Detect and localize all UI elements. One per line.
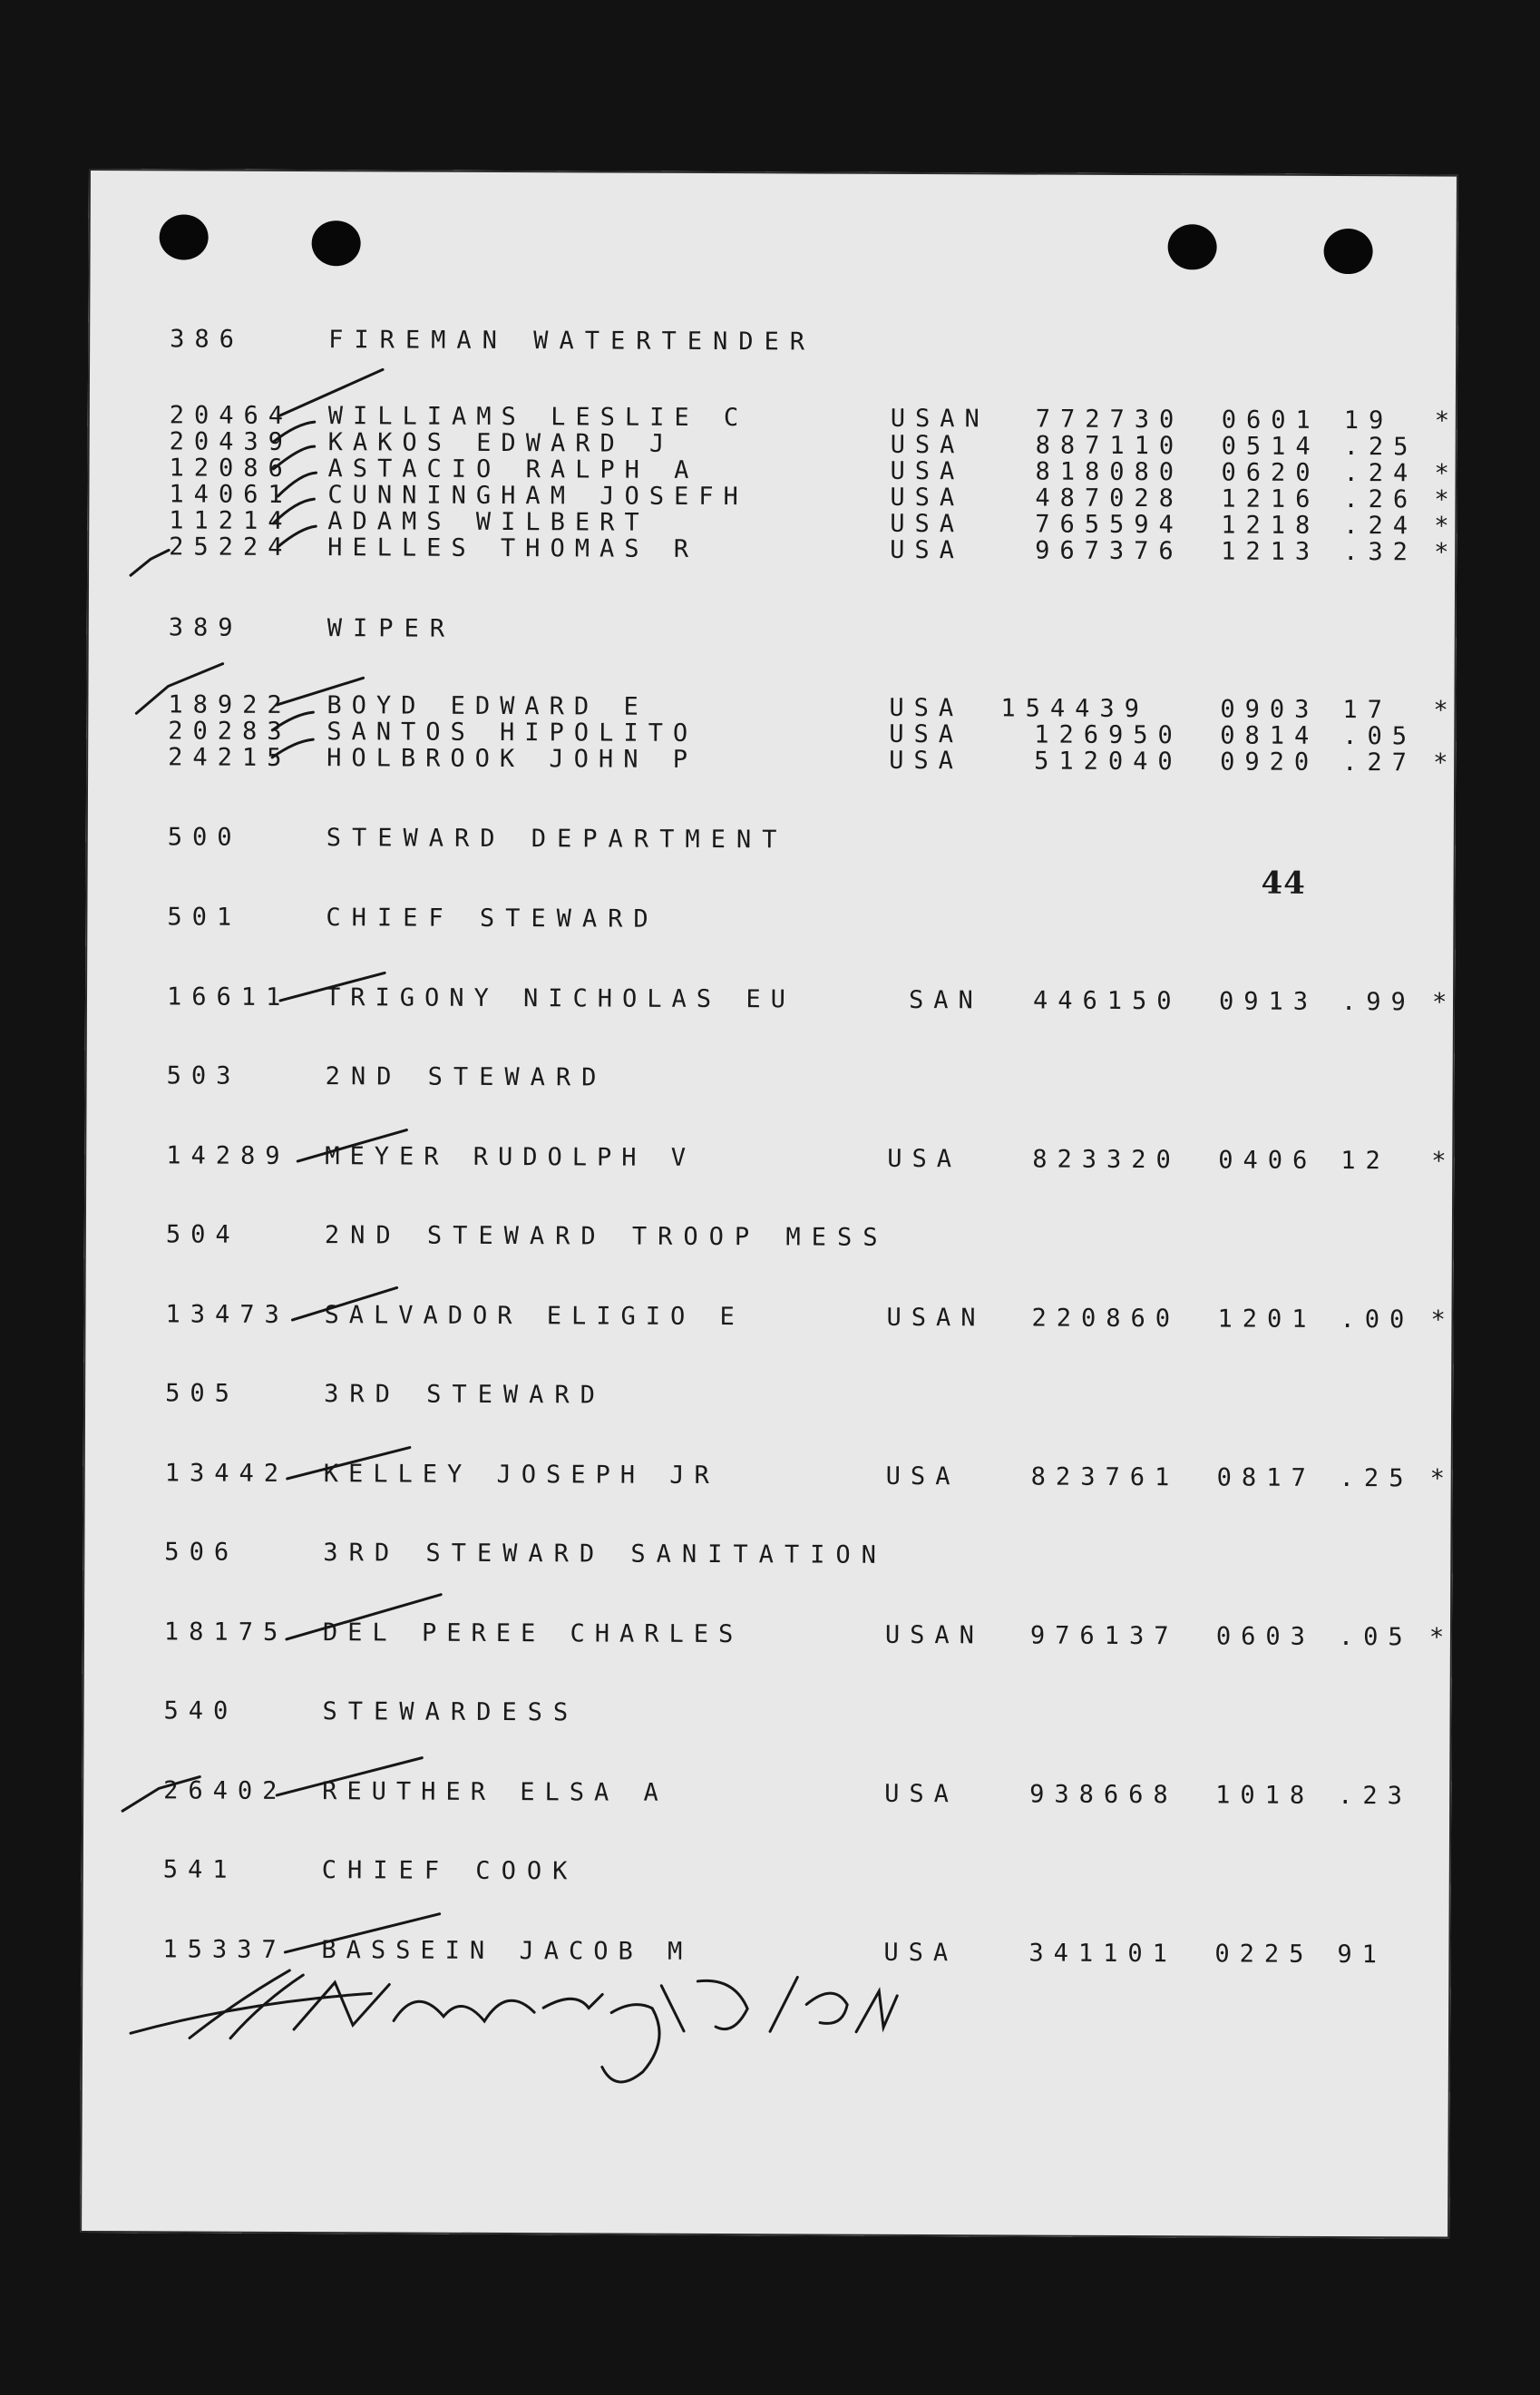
- crew-date: 0920: [1220, 748, 1320, 777]
- crew-id: 14061: [169, 480, 293, 509]
- crew-name: ASTACIO RALPH A: [327, 455, 699, 484]
- section-title: CHIEF STEWARD: [326, 904, 659, 934]
- crew-date: 0814: [1220, 721, 1320, 750]
- section-title: STEWARDESS: [322, 1697, 580, 1727]
- asterisk-mark: *: [1434, 485, 1449, 514]
- crew-number: 823320: [1032, 1145, 1181, 1175]
- section-heading-386: [170, 325, 816, 357]
- crew-number: 887110: [1035, 431, 1184, 461]
- crew-date: 1218: [1221, 511, 1321, 540]
- crew-nationality: USA: [889, 719, 964, 749]
- section-heading-541: [162, 1855, 579, 1886]
- crew-number: 220860: [1031, 1304, 1181, 1334]
- crew-nationality: USA: [883, 1938, 959, 1968]
- crew-id: 20464: [169, 401, 294, 430]
- crew-row: [165, 1300, 1446, 1334]
- asterisk-mark: *: [1431, 988, 1447, 1017]
- crew-number: 818080: [1035, 457, 1184, 487]
- document-page: [80, 169, 1458, 2239]
- asterisk-mark: *: [1429, 1464, 1446, 1493]
- crew-number: 967376: [1035, 536, 1184, 566]
- crew-id: 26402: [163, 1776, 288, 1805]
- crew-name: DEL PEREE CHARLES: [322, 1618, 744, 1649]
- crew-date: 0225: [1214, 1940, 1314, 1969]
- crew-name: REUTHER ELSA A: [322, 1777, 668, 1807]
- asterisk-mark: *: [1434, 512, 1449, 541]
- crew-nationality: USA: [890, 430, 965, 460]
- crew-value: .05: [1342, 722, 1418, 751]
- crew-name: KAKOS EDWARD J: [327, 428, 675, 458]
- crew-name: KELLEY JOSEPH JR: [323, 1460, 719, 1491]
- crew-value: .05: [1338, 1623, 1413, 1652]
- section-title: 3RD STEWARD: [324, 1380, 606, 1410]
- crew-number: 765594: [1035, 510, 1184, 540]
- crew-name: ADAMS WILBERT: [327, 507, 649, 537]
- crew-nationality: USA: [890, 535, 965, 565]
- section-heading-500: [167, 823, 788, 855]
- crew-id: 11214: [169, 506, 293, 535]
- crew-row: [169, 401, 1450, 435]
- crew-number: 938668: [1029, 1780, 1178, 1810]
- asterisk-mark: *: [1431, 1147, 1447, 1176]
- section-title: 3RD STEWARD SANITATION: [323, 1539, 888, 1569]
- crew-name: BOYD EDWARD E: [327, 691, 648, 721]
- crew-id: 12086: [169, 454, 293, 483]
- section-heading-501: [167, 903, 659, 934]
- asterisk-mark: *: [1433, 696, 1448, 725]
- crew-value: .25: [1343, 433, 1418, 462]
- crew-nationality: USA: [890, 456, 965, 486]
- crew-date: 0817: [1216, 1463, 1316, 1492]
- section-code: 540: [163, 1696, 239, 1725]
- section-heading-503: [166, 1061, 608, 1092]
- crew-row: [166, 982, 1447, 1017]
- crew-id: 13442: [164, 1459, 289, 1488]
- section-code: 541: [162, 1855, 238, 1884]
- crew-row: [166, 1141, 1447, 1176]
- crew-row: [168, 743, 1448, 777]
- section-heading-506: [164, 1538, 888, 1569]
- crew-row: [169, 533, 1449, 567]
- section-code: 500: [167, 823, 242, 852]
- crew-value: .24: [1343, 459, 1418, 488]
- check-mark: [131, 550, 169, 575]
- crew-nationality: USA: [890, 509, 965, 539]
- section-title: 2ND STEWARD: [325, 1062, 608, 1092]
- crew-number: 126950: [1034, 720, 1183, 750]
- section-code: 505: [165, 1379, 239, 1408]
- crew-name: BASSEIN JACOB M: [321, 1936, 693, 1966]
- asterisk-mark: *: [1434, 459, 1449, 488]
- crew-row: [169, 427, 1418, 462]
- crew-id: 20283: [168, 717, 292, 746]
- crew-row: [164, 1459, 1446, 1493]
- section-title: FIREMAN WATERTENDER: [328, 326, 816, 357]
- punch-hole-2: [312, 220, 361, 266]
- crew-date: 0406: [1218, 1146, 1318, 1175]
- crew-number: 154439: [1000, 694, 1150, 724]
- asterisk-mark: *: [1433, 748, 1448, 777]
- crew-row: [163, 1776, 1413, 1811]
- crew-date: 0603: [1215, 1622, 1316, 1651]
- crew-value: .25: [1339, 1464, 1414, 1493]
- section-title: WIPER: [327, 614, 456, 643]
- crew-value: .99: [1340, 988, 1416, 1017]
- crew-nationality: USAN: [884, 1620, 985, 1650]
- crew-name: TRIGONY NICHOLAS EU: [325, 983, 795, 1014]
- crew-id: 20439: [169, 427, 294, 456]
- crew-value: .32: [1343, 538, 1418, 567]
- crew-id: 18922: [168, 690, 292, 719]
- section-heading-540: [163, 1696, 580, 1727]
- section-heading-505: [165, 1379, 606, 1410]
- crew-id: 24215: [168, 743, 292, 772]
- crew-date: 1018: [1215, 1781, 1315, 1810]
- crew-row: [163, 1618, 1445, 1652]
- crew-row: [169, 480, 1449, 514]
- crew-row: [169, 506, 1449, 541]
- crew-value: .26: [1343, 485, 1418, 514]
- section-title: 2ND STEWARD TROOP MESS: [324, 1221, 889, 1252]
- section-heading-389: [168, 613, 456, 643]
- crew-date: 0601: [1221, 406, 1321, 435]
- crew-date: 0903: [1220, 695, 1320, 724]
- crew-name: MEYER RUDOLPH V: [325, 1142, 697, 1172]
- crew-id: 25224: [169, 533, 293, 562]
- crew-value: 19: [1343, 406, 1394, 435]
- crew-value: 17: [1342, 696, 1392, 725]
- crew-date: 0620: [1221, 458, 1321, 487]
- crew-name: SANTOS HIPOLITO: [327, 718, 698, 748]
- crew-row: [169, 454, 1449, 488]
- section-heading-504: [165, 1220, 889, 1252]
- crew-date: 1201: [1217, 1305, 1317, 1334]
- punch-hole-4: [1324, 229, 1373, 274]
- crew-number: 512040: [1034, 747, 1183, 777]
- punch-hole-1: [160, 214, 209, 259]
- section-code: 501: [167, 903, 242, 932]
- crew-number: 772730: [1035, 405, 1184, 435]
- section-title: CHIEF COOK: [321, 1856, 579, 1886]
- crew-date: 1216: [1221, 484, 1321, 513]
- crew-value: .27: [1342, 748, 1418, 777]
- crew-name: SALVADOR ELIGIO E: [324, 1301, 745, 1332]
- punch-hole-3: [1168, 224, 1217, 269]
- crew-nationality: USA: [884, 1779, 960, 1809]
- crew-nationality: USA: [887, 1144, 962, 1174]
- section-code: 506: [164, 1538, 239, 1567]
- crew-number: 823761: [1030, 1462, 1180, 1492]
- section-code: 504: [165, 1220, 240, 1249]
- crew-nationality: USA: [889, 693, 964, 723]
- crew-nationality: USAN: [886, 1303, 986, 1333]
- crew-id: 18175: [163, 1618, 288, 1647]
- crew-name: WILLIAMS LESLIE C: [327, 402, 749, 433]
- crew-row: [168, 717, 1418, 751]
- crew-date: 1213: [1221, 537, 1321, 566]
- page-number: 44: [1261, 865, 1306, 902]
- crew-nationality: USA: [885, 1461, 960, 1491]
- crew-date: 0514: [1221, 432, 1321, 461]
- crew-value: .23: [1338, 1782, 1413, 1811]
- crew-date: 0913: [1218, 987, 1319, 1016]
- crew-value: 91: [1337, 1940, 1388, 1970]
- crew-number: 341101: [1028, 1939, 1178, 1969]
- crew-id: 13473: [165, 1300, 289, 1329]
- crew-nationality: SAN: [908, 985, 983, 1015]
- crew-nationality: USAN: [890, 404, 989, 434]
- crew-row: [162, 1935, 1388, 1970]
- crew-number: 976137: [1029, 1621, 1179, 1651]
- section-code: 386: [170, 325, 245, 354]
- crew-value: 12: [1340, 1147, 1390, 1176]
- asterisk-mark: *: [1428, 1623, 1445, 1652]
- asterisk-mark: *: [1434, 406, 1450, 435]
- crew-value: .00: [1340, 1305, 1415, 1334]
- crew-id: 14289: [166, 1141, 290, 1170]
- crew-nationality: USA: [890, 483, 965, 513]
- crew-id: 16611: [166, 982, 291, 1012]
- crew-nationality: USA: [889, 746, 964, 776]
- crew-id: 15337: [162, 1935, 287, 1964]
- section-title: STEWARD DEPARTMENT: [326, 824, 788, 855]
- crew-name: CUNNINGHAM JOSEFH: [327, 481, 748, 512]
- crew-name: HOLBROOK JOHN P: [327, 744, 698, 774]
- section-code: 389: [168, 613, 243, 642]
- crew-name: HELLES THOMAS R: [327, 533, 699, 563]
- asterisk-mark: *: [1430, 1305, 1446, 1334]
- crew-value: .24: [1343, 512, 1418, 541]
- crew-number: 487028: [1035, 484, 1184, 513]
- crew-row: [168, 690, 1448, 725]
- asterisk-mark: *: [1434, 538, 1449, 567]
- crew-number: 446150: [1032, 986, 1182, 1016]
- section-code: 503: [166, 1061, 241, 1090]
